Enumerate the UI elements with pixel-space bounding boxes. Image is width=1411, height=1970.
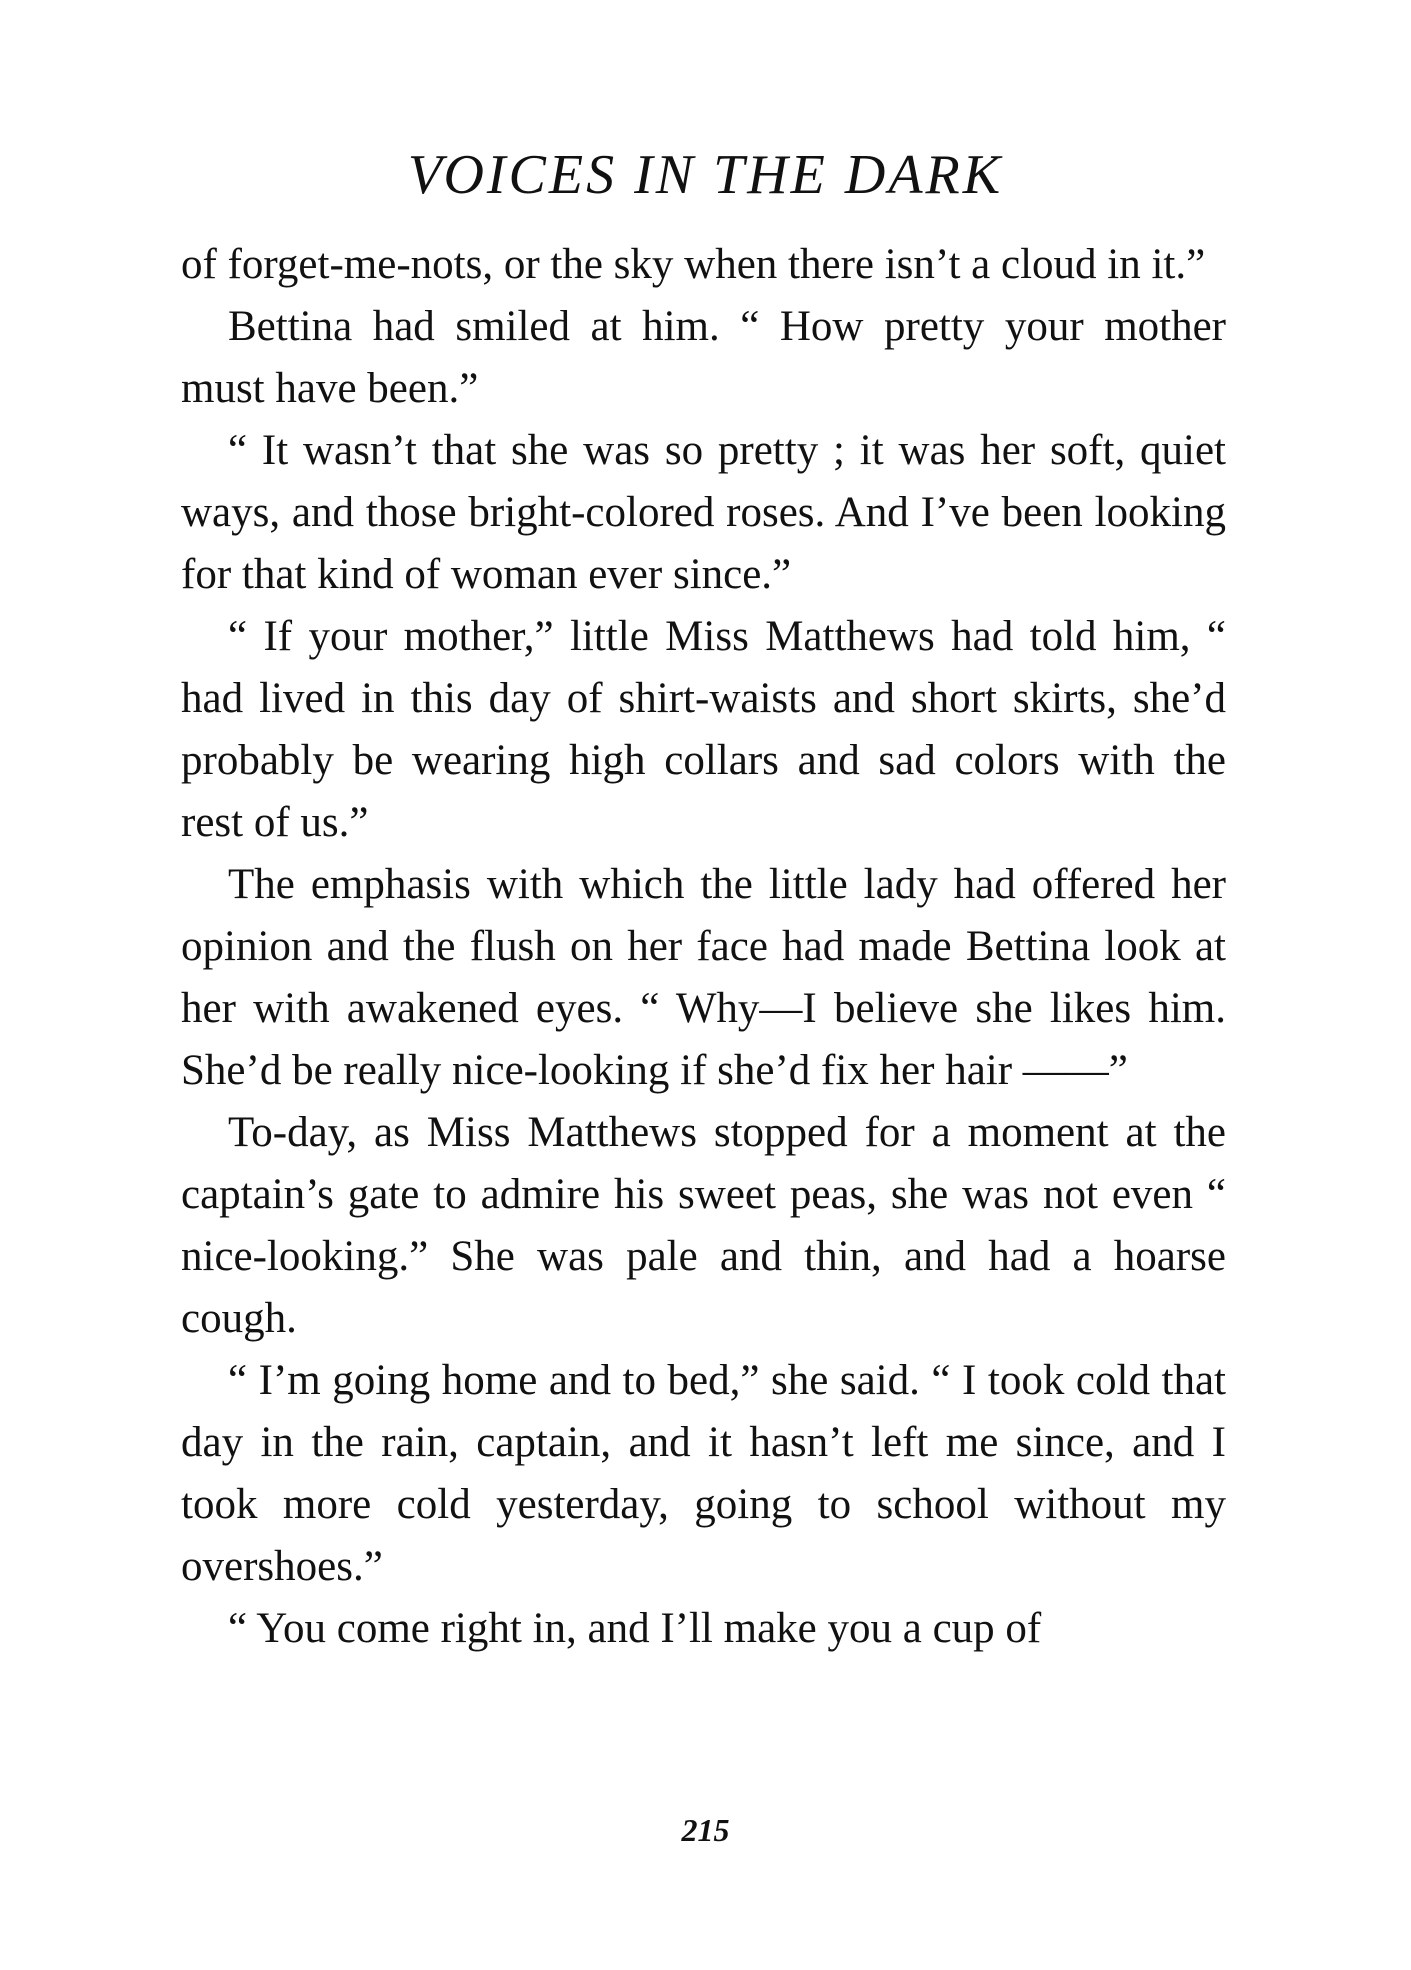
paragraph: of forget-me-nots, or the sky when there isn’t a cloud in it.” (181, 241, 1206, 288)
paragraph: To-day, as Miss Matthews stopped for a moment at the captain’s gate to admire his sweet peas, she was not even “ nice-looking.” She was pale and thin, and had a hoarse cough. (181, 1109, 1226, 1342)
paragraph: The emphasis with which the little lady had offered her opinion and the flush on her face had made Bettina look at her with awakened eyes. “ Why—I believe she likes him. She’d be really nice-looking if she’d fix her hair ——” (181, 861, 1226, 1094)
paragraph: “ I’m going home and to bed,” she said. “ I took cold that day in the rain, captain, and it hasn’t left me since, and I took more cold yesterday, going to school without my overshoes.” (181, 1357, 1226, 1590)
paragraph: “ If your mother,” little Miss Matthews had told him, “ had lived in this day of shirt-waists and short skirts, she’d probably be wearing high collars and sad colors with the rest of us.” (181, 613, 1226, 846)
paragraph: “ It wasn’t that she was so pretty ; it was her soft, quiet ways, and those bright-colored roses. And I’ve been looking for that kind of woman ever since.” (181, 427, 1226, 598)
page-number: 215 (681, 1812, 730, 1848)
running-title: VOICES IN THE DARK (407, 144, 1004, 206)
paragraph: “ You come right in, and I’ll make you a cup of (228, 1605, 1042, 1652)
paragraph: Bettina had smiled at him. “ How pretty your mother must have been.” (181, 303, 1226, 412)
body-text (181, 234, 1226, 1660)
